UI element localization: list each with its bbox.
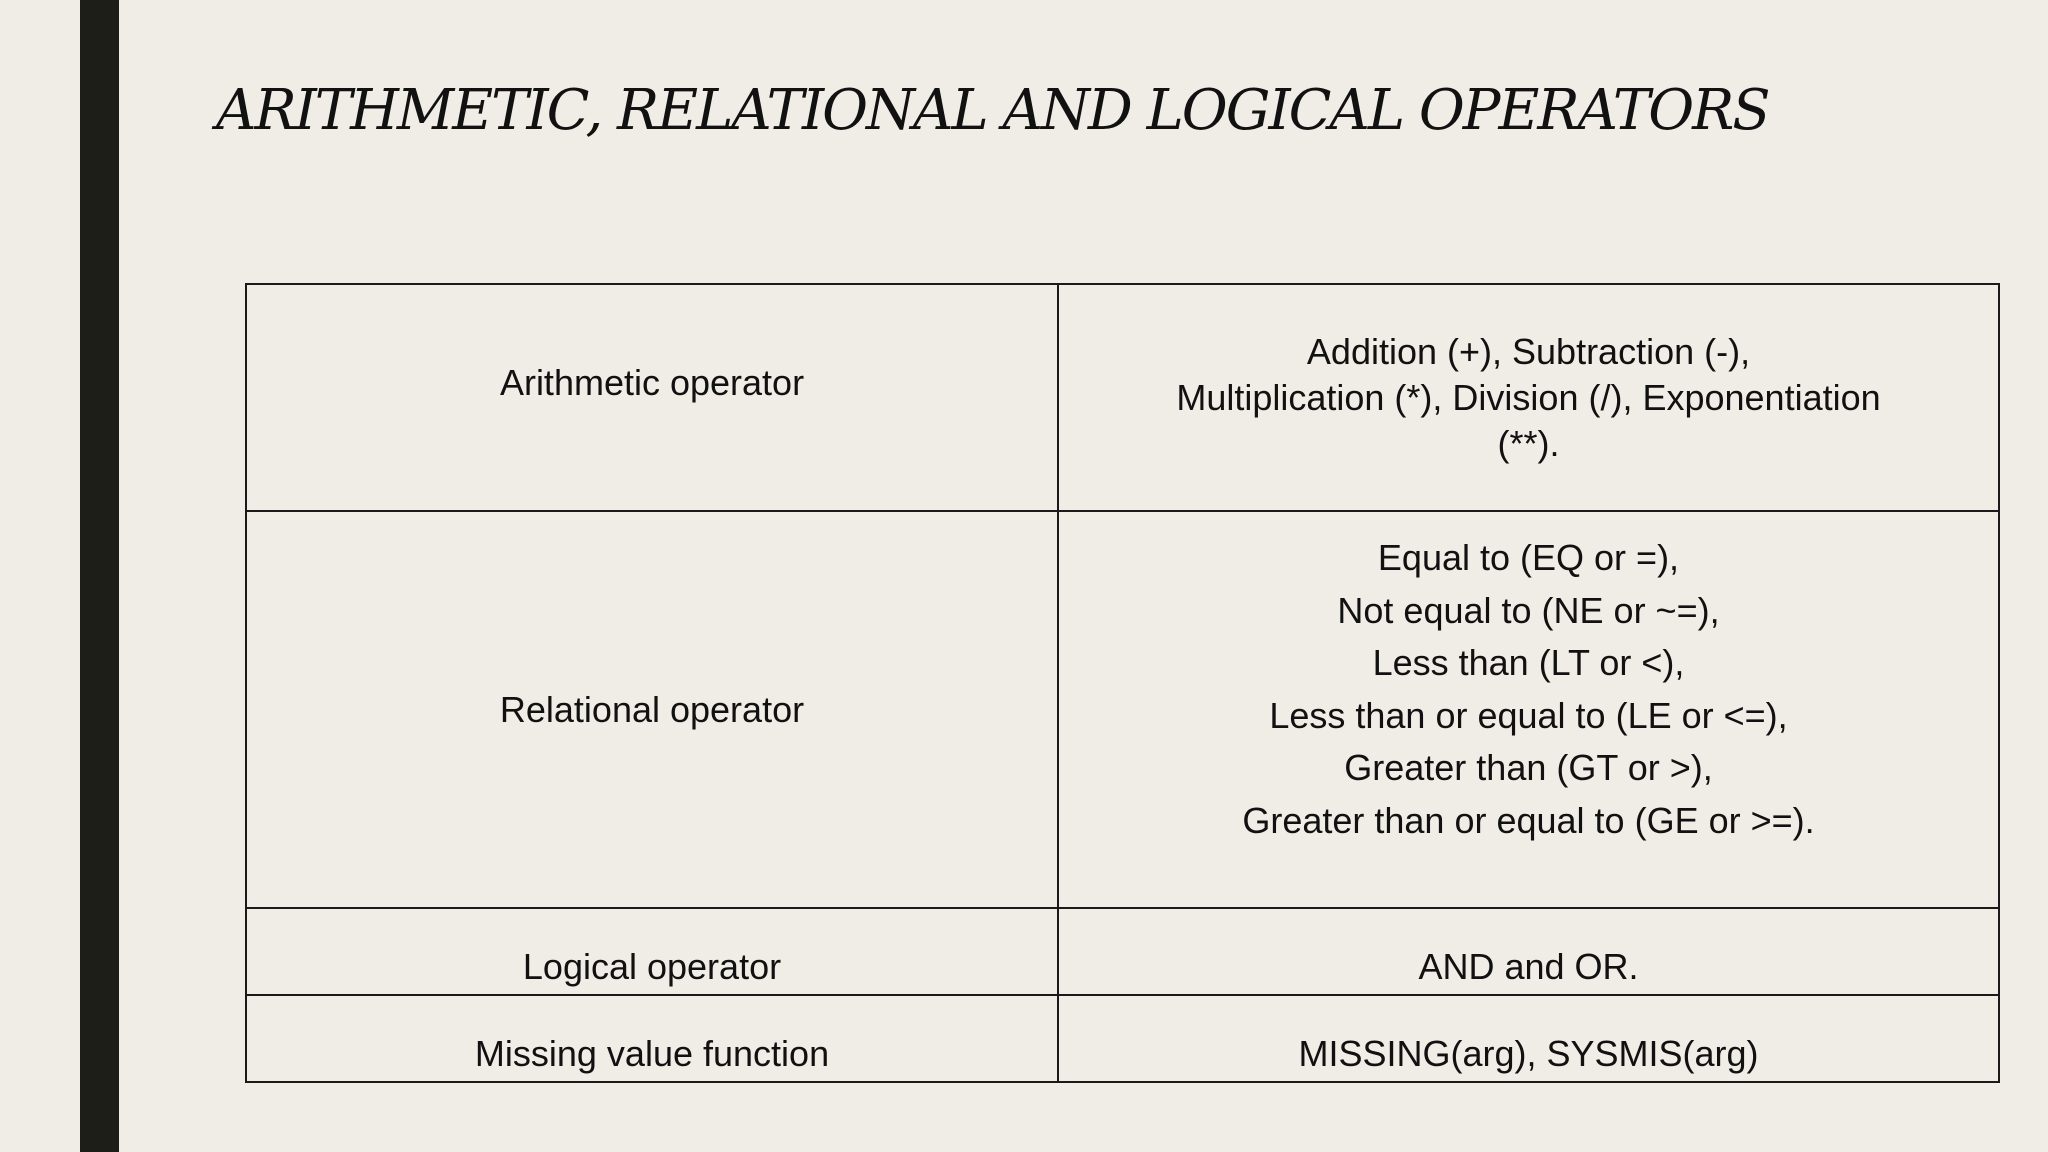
operator-description-arithmetic (1058, 284, 1999, 511)
slide-title: ARITHMETIC, RELATIONAL AND LOGICAL OPERATORS (216, 78, 1769, 143)
operator-description-logical (1058, 908, 1999, 995)
left-accent-bar (80, 0, 119, 1152)
description-line: (**). (1497, 422, 1560, 464)
operator-label-missing-value: Missing value function (246, 995, 1058, 1082)
description-line: Not equal to (NE or ~=), (1337, 589, 1720, 631)
operator-description-relational (1058, 511, 1999, 908)
operator-description-missing-value (1058, 995, 1999, 1082)
description-line: Multiplication (*), Division (/), Exponentiation (1176, 376, 1881, 418)
table-row-arithmetic (246, 284, 1999, 511)
description-line: Greater than or equal to (GE or >=). (1242, 799, 1815, 841)
operator-label-relational: Relational operator (246, 511, 1058, 908)
operator-label-logical: Logical operator (246, 908, 1058, 995)
table-row-relational (246, 511, 1999, 908)
description-line: Equal to (EQ or =), (1377, 537, 1680, 578)
operator-label-arithmetic: Arithmetic operator (246, 284, 1058, 511)
description-line: Less than or equal to (LE or <=), (1269, 694, 1788, 736)
description-line: AND and OR. (1418, 946, 1639, 987)
description-line: Less than (LT or <), (1372, 642, 1685, 683)
table-row-missing-value (246, 995, 1999, 1082)
description-line: MISSING(arg), SYSMIS(arg) (1298, 1033, 1759, 1074)
table-row-logical (246, 908, 1999, 995)
description-line: Addition (+), Subtraction (-), (1306, 330, 1751, 372)
operators-table (245, 283, 2000, 1083)
description-line: Greater than (GT or >), (1344, 747, 1713, 788)
